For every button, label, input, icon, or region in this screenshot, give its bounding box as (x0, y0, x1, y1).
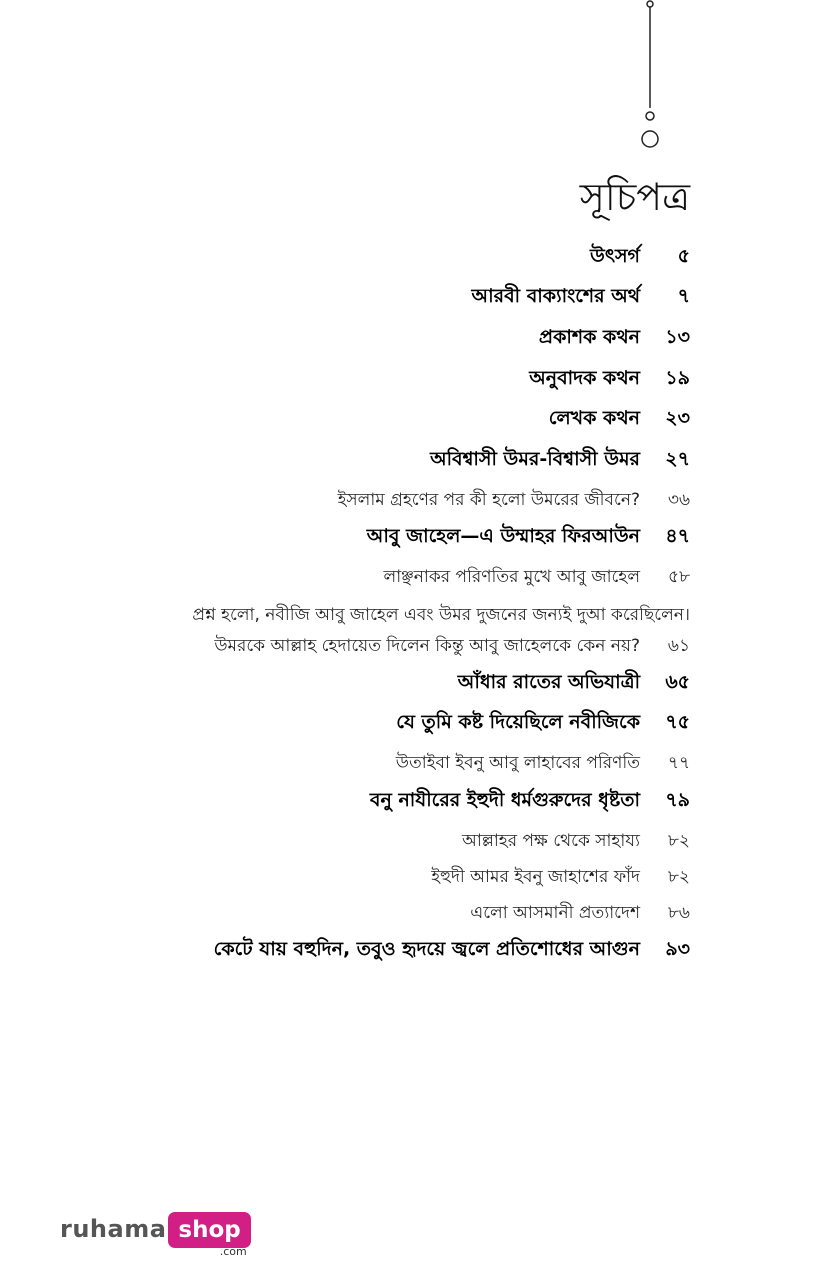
toc-entry (458, 669, 690, 699)
toc-entry-prefix-line: প্রশ্ন হলো, নবীজি আবু জাহেল এবং উমর দুজনের জন্যই দুআ করেছিলেন। (192, 605, 690, 625)
toc-entry-title: এলো আসমানী প্রত্যাদেশ (470, 903, 640, 923)
logo-brand-text: ruhama (60, 1215, 167, 1243)
toc-entry-title: উতাইবা ইবনু আবু লাহাবের পরিণতি (395, 753, 640, 773)
toc-entry-title: প্রকাশক কথন (538, 326, 640, 348)
toc-entry-title: ইহুদী আমর ইবনু জাহাশের ফাঁদ (431, 867, 640, 887)
toc-entry (430, 446, 690, 476)
toc-entry-title: লাঞ্ছনাকর পরিণতির মুখে আবু জাহেল (383, 567, 640, 587)
toc-entry-page: ১৩ (665, 326, 690, 348)
toc-entry-page: ৫ (677, 245, 690, 267)
toc-entry (396, 709, 690, 739)
toc-entry-title: লেখক কথন (548, 407, 640, 429)
toc-entry-page: ৯৩ (665, 938, 690, 960)
toc-entry-title: যে তুমি কষ্ট দিয়েছিলে নবীজিকে (396, 711, 640, 733)
toc-entry (462, 827, 690, 857)
toc-entry-title: ইসলাম গ্রহণের পর কী হলো উমরের জীবনে? (337, 490, 640, 510)
toc-entry-page: ৮৬ (667, 903, 690, 923)
toc-entry-title: আবু জাহেল—এ উম্মাহর ফিরআউন (366, 525, 640, 547)
toc-entry-title: আঁধার রাতের অভিযাত্রী (457, 671, 640, 693)
toc-entry-page: ২৭ (665, 448, 690, 470)
toc-entry-page: ৩৬ (667, 490, 690, 510)
toc-entry-title: বনু নাযীরের ইহুদী ধর্মগুরুদের ধৃষ্টতা (369, 789, 640, 811)
toc-entry (384, 563, 690, 593)
toc-entry (539, 324, 690, 354)
toc-entry-page: ৭৫ (665, 711, 690, 733)
toc-entry (431, 863, 690, 893)
toc-entry-page: ৭৯ (665, 789, 690, 811)
page-title: সূচিপত্র (579, 175, 690, 219)
toc-entry-title: উমরকে আল্লাহ হেদায়েত দিলেন কিন্তু আবু জাহেলকে কেন নয়? (214, 636, 640, 656)
toc-entry (367, 523, 690, 553)
toc-entry (214, 632, 690, 662)
toc-entry-page: ৬৫ (665, 671, 690, 693)
decorative-ornament (638, 0, 662, 150)
toc-entry (370, 787, 690, 817)
toc-entry-page: ৭৭ (667, 753, 690, 773)
toc-entry-page: ৮২ (667, 831, 690, 851)
toc-entry-title: অবিশ্বাসী উমর-বিশ্বাসী উমর (430, 448, 640, 470)
toc-entry-page: ২৩ (665, 407, 690, 429)
toc-entry-title: উৎসর্গ (590, 245, 640, 267)
toc-entry (549, 405, 690, 435)
publisher-logo (60, 1212, 251, 1260)
logo-domain-text: .com (219, 1245, 247, 1258)
toc-entry (470, 899, 690, 929)
toc-entry-page: ১৯ (665, 367, 690, 389)
toc-entry-page: ৮২ (667, 867, 690, 887)
toc-entry (396, 749, 690, 779)
toc-entry-page: ৪৭ (665, 525, 690, 547)
toc-entry (529, 365, 690, 395)
toc-entry (214, 936, 690, 966)
toc-entry (338, 486, 690, 516)
toc-entry (590, 243, 690, 273)
logo-shop-badge (168, 1212, 250, 1258)
toc-entry-title: কেটে যায় বহুদিন, তবুও হৃদয়ে জ্বলে প্রতিশোধের আগুন (213, 938, 640, 960)
toc-entry-title: আরবী বাক্যাংশের অর্থ (471, 285, 640, 307)
toc-entry-page: ৭ (677, 285, 690, 307)
logo-shop-text: shop (168, 1212, 250, 1248)
toc-entry (471, 283, 690, 313)
toc-entry-title: আল্লাহর পক্ষ থেকে সাহায্য (461, 831, 640, 851)
toc-entry-title: অনুবাদক কথন (529, 367, 640, 389)
toc-entry-page: ৬১ (667, 636, 690, 656)
toc-entry-page: ৫৮ (667, 567, 690, 587)
